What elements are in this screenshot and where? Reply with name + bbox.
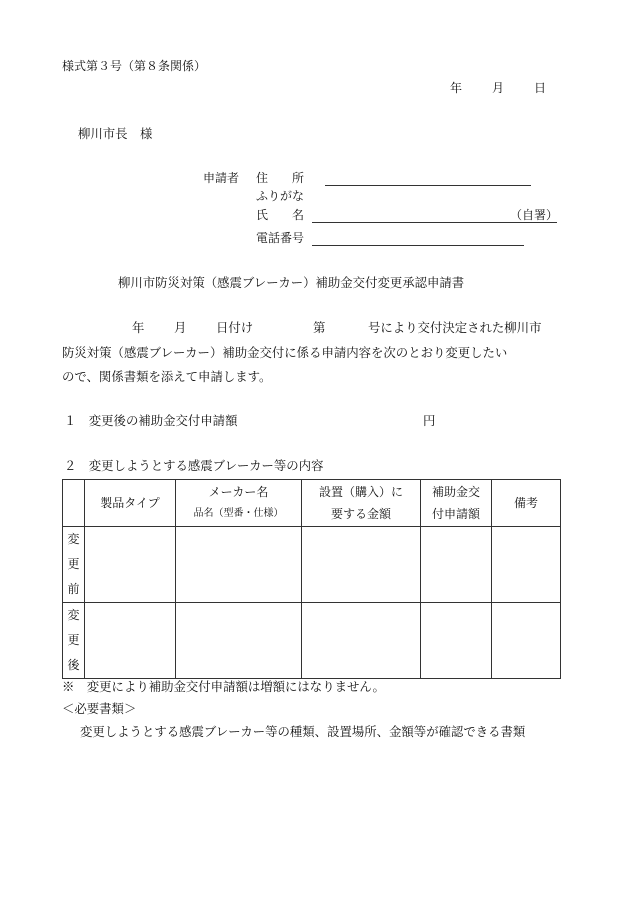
paragraph-month: 月 [174, 320, 187, 335]
cell-product-type-after[interactable] [85, 603, 176, 679]
header-blank [63, 480, 85, 527]
paragraph-line2: 防災対策（感震ブレーカー）補助金交付に係る申請内容を次のとおり変更したい [62, 345, 508, 360]
table-row-before [63, 527, 561, 603]
row-label-before [63, 527, 85, 603]
table-header-row [63, 480, 561, 527]
paragraph-line3: ので、関係書類を添えて申請します。 [62, 369, 272, 384]
paragraph-continuation: 号により交付決定された柳川市 [368, 320, 542, 335]
required-docs-heading: ＜必要書類＞ [62, 701, 137, 716]
address-label: 住 所 [256, 171, 305, 185]
date-month-label: 月 [492, 81, 505, 95]
header-maker-line2: 品名（型番・仕様） [193, 508, 284, 519]
date-year-label: 年 [450, 81, 463, 95]
row-label-after [63, 603, 85, 679]
cell-remarks-after[interactable] [492, 603, 561, 679]
header-remarks: 備考 [492, 480, 561, 527]
address-field[interactable] [325, 185, 531, 186]
cell-cost-before[interactable] [302, 527, 421, 603]
row-label-char: 更 [67, 633, 80, 647]
row-label-char: 前 [67, 582, 80, 596]
item1-unit: 円 [423, 413, 436, 428]
cell-subsidy-after[interactable] [421, 603, 492, 679]
phone-label: 電話番号 [256, 231, 305, 245]
date-day-label: 日 [534, 81, 547, 95]
cell-remarks-before[interactable] [492, 527, 561, 603]
header-subsidy [421, 480, 492, 527]
header-subsidy-line2: 付申請額 [431, 507, 480, 521]
row-label-char: 変 [67, 532, 80, 546]
paragraph-dai: 第 [313, 320, 326, 335]
header-cost [302, 480, 421, 527]
change-details-table [62, 479, 561, 679]
name-label: 氏 名 [256, 208, 305, 222]
applicant-label: 申請者 [203, 171, 240, 185]
row-label-char: 後 [67, 658, 80, 672]
header-cost-line1: 設置（購入）に [318, 485, 403, 499]
row-label-char: 更 [67, 557, 80, 571]
addressee: 柳川市長 様 [78, 126, 153, 141]
table-row-after [63, 603, 561, 679]
header-maker-line1: メーカー名 [208, 485, 269, 499]
cell-maker-after[interactable] [176, 603, 302, 679]
header-subsidy-line1: 補助金交 [431, 485, 480, 499]
furigana-label: ふりがな [256, 189, 305, 203]
paragraph-year: 年 [132, 320, 145, 335]
form-number: 様式第３号（第８条関係） [62, 59, 207, 73]
document-title: 柳川市防災対策（感震ブレーカー）補助金交付変更承認申請書 [118, 275, 465, 290]
cell-maker-before[interactable] [176, 527, 302, 603]
cell-subsidy-before[interactable] [421, 527, 492, 603]
phone-field[interactable] [312, 245, 524, 246]
row-label-char: 変 [67, 608, 80, 622]
header-product-type: 製品タイプ [85, 480, 176, 527]
item1-label: １ 変更後の補助金交付申請額 [64, 413, 238, 428]
paragraph-day: 日付け [216, 320, 254, 335]
item2-label: ２ 変更しようとする感震ブレーカー等の内容 [64, 458, 324, 473]
signature-label: （自署） [510, 208, 559, 222]
cell-cost-after[interactable] [302, 603, 421, 679]
name-field[interactable] [312, 222, 557, 223]
header-cost-line2: 要する金額 [330, 507, 391, 521]
required-docs-text: 変更しようとする感震ブレーカー等の種類、設置場所、金額等が確認できる書類 [80, 724, 526, 739]
cell-product-type-before[interactable] [85, 527, 176, 603]
notice: ※ 変更により補助金交付申請額は増額にはなりません。 [62, 679, 385, 694]
header-maker [176, 480, 302, 527]
